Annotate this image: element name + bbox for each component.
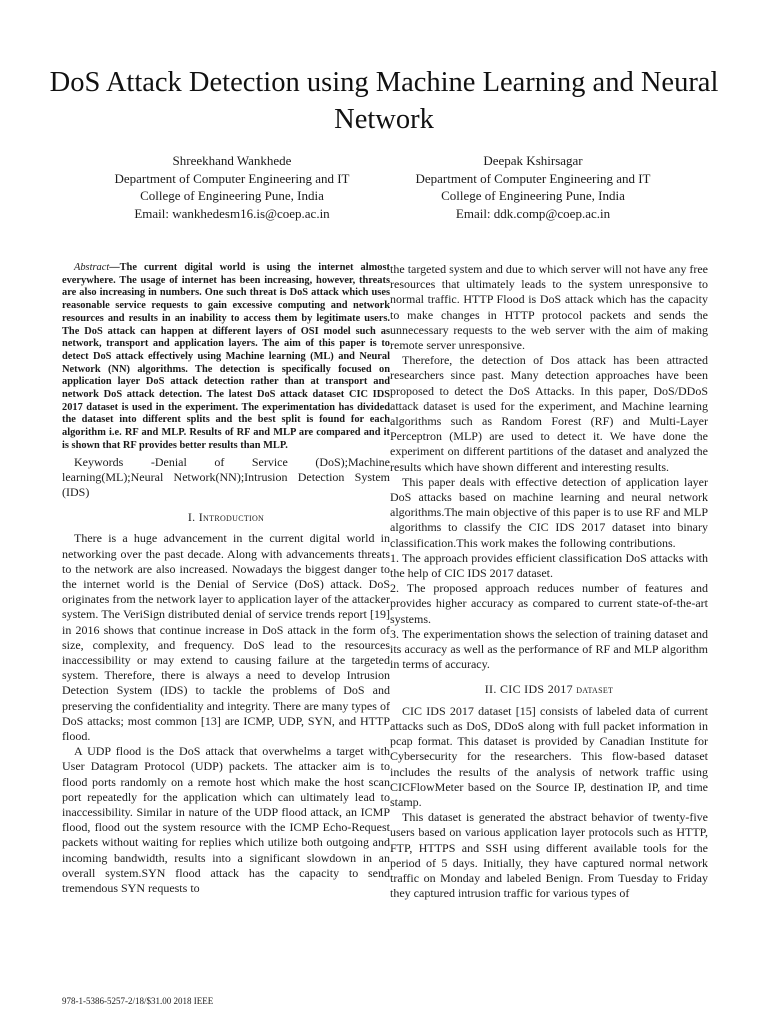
right-column: [390, 262, 708, 901]
contribution-item-3: 3. The experimentation shows the selection of training dataset and its accuracy as well as the performance of RF and MLP algorithm in terms of accuracy.: [390, 626, 708, 672]
section-title-a: CIC IDS 2017: [499, 682, 573, 697]
section-heading-introduction: [62, 510, 390, 525]
author-name: Shreekhand Wankhede: [172, 153, 292, 168]
author-block-2: [392, 152, 674, 222]
abstract-text: —The current digital world is using the internet almost everywhere. The usage of internet has been increasing, however, threats are also increasing in numbers. One such threat is DoS attack which uses reasonable service requests to gain excessive computing and network resources and results in an inability to access them by legitimate users. The DoS attack can happen at different layers of OSI model such as network, transport and application layers. The aim of this paper is to detect DoS attack effectively using Machine learning (ML) and Neural Network (NN) algorithms. The detection is specifically focused on application layer DoS attack detection rather than at transport and network DoS attack detection. The latest DoS attack dataset CIC IDS 2017 dataset is used in the experiment. The experimentation has divided the dataset into different splits and the best split is found for each algorithm i.e. RF and MLP. Results of RF and MLP are compared and it is shown that RF provides better results than MLP.: [62, 262, 390, 451]
right-paragraph-3: This paper deals with effective detection of application layer DoS attacks based on machine learning and neural network algorithms.The main objective of this paper is to use RF and MLP algorithms to classify the CIC IDS 2017 dataset into binary classification.This work makes the following contributions.: [390, 474, 708, 550]
author-block-1: [92, 152, 372, 222]
author-email: Email: ddk.comp@coep.ac.in: [455, 205, 611, 221]
intro-paragraph-1: There is a huge advancement in the current digital world in networking over the past decade. Along with advancements threats to the network are also increased. Nowadays the biggest danger to the internet world is the Denial of Service (DoS) attack. DoS originates from the network layer to application layer of the attacker system. The VeriSign distributed denial of service trends report [19] in 2016 shows that continue increase in DoS attack in the form of size, complexity, and frequency. DoS lead to the resources inaccessibility or may extend to causing failure at the targeted system. Therefore, there is always a need to develop Intrusion Detection System (IDS) to tackle the problems of DoS and preserving the confidentiality and integrity. There are many types of DoS attacks; most common [13] are ICMP, UDP, SYN, and HTTP flood.: [62, 531, 390, 743]
author-name: Deepak Kshirsagar: [483, 153, 583, 168]
right-paragraph-2: Therefore, the detection of Dos attack has been attracted researchers since past. Many detection approaches have been proposed to detect the DoS Attacks. In this paper, DoS/DDoS attack dataset is used for the experiment, and Machine learning algorithms such as Random Forest (RF) and Multi-Layer Perceptron (MLP) are used to detect it. We have done the experiment on different partitions of the dataset and analyzed the results which have shown different and interesting results.: [390, 353, 708, 474]
author-department: Department of Computer Engineering and IT: [114, 170, 350, 186]
section-title: Introduction: [198, 510, 265, 525]
contribution-item-2: 2. The proposed approach reduces number of features and provides higher accuracy as compared to current state-of-the-art systems.: [390, 581, 708, 626]
section-number: I.: [187, 510, 196, 525]
section-title-b: dataset: [576, 682, 614, 697]
dataset-paragraph-2: This dataset is generated the abstract behavior of twenty-five users based on various application layer protocols such as HTTP, FTP, HTTPS and SSH using different available tools for the period of 5 days. Initially, they have captured normal network traffic on Monday and labeled Benign. From Tuesday to Friday they captured intrusion traffic for various types of: [390, 810, 708, 901]
author-email: Email: wankhedesm16.is@coep.ac.in: [134, 205, 330, 221]
dataset-paragraph-1: CIC IDS 2017 dataset [15] consists of labeled data of current attacks such as DoS, DDoS along with full packet information in pcap format. This dataset is provided by Canadian Institute for Cybersecurity for the researchers. This flow-based dataset includes the results of the analysis of network traffic using CICFlowMeter based on the Source IP, destination IP, and time stamp.: [390, 703, 708, 809]
abstract-lead: Abstract: [74, 262, 110, 273]
section-heading-dataset: [390, 682, 708, 697]
paper-title: DoS Attack Detection using Machine Learning and Neural Network: [49, 67, 719, 135]
author-institution: College of Engineering Pune, India: [441, 188, 625, 203]
right-paragraph-1: the targeted system and due to which server will not have any free resources that ultimately leads to the system unresponsive to normal traffic. HTTP Flood is DoS attack which has the capacity to make changes in HTTP protocol packets and sends the unnecessary requests to the web server with the aim of making remote server unresponsive.: [390, 262, 708, 353]
left-column: [62, 262, 390, 896]
author-department: Department of Computer Engineering and IT: [415, 170, 651, 186]
abstract: [62, 262, 390, 453]
contribution-item-1: 1. The approach provides efficient classification DoS attacks with the help of CIC IDS 2017 dataset.: [390, 550, 708, 581]
section-number: II.: [484, 682, 497, 697]
copyright-footer: 978-1-5386-5257-2/18/$31.00 2018 IEEE: [62, 996, 214, 1006]
author-institution: College of Engineering Pune, India: [140, 188, 324, 203]
intro-paragraph-2: A UDP flood is the DoS attack that overwhelms a target with User Datagram Protocol (UDP) packets. The attacker aim is to flood ports randomly on a remote host which make the host scan port repeatedly for the application which can ultimately lead to inaccessibility. Similar in nature of the UDP flood attack, an ICMP flood, flood out the system resource with the ICMP Echo-Request packets without waiting for replies which utilize both outgoing and incoming bandwidth, results into a significant slowdown in an overall system.SYN flood attack has the capacity to send tremendous SYN requests to: [62, 744, 390, 896]
keywords: Keywords -Denial of Service (DoS);Machine learning(ML);Neural Network(NN);Intrusion Detection System (IDS): [62, 454, 390, 499]
